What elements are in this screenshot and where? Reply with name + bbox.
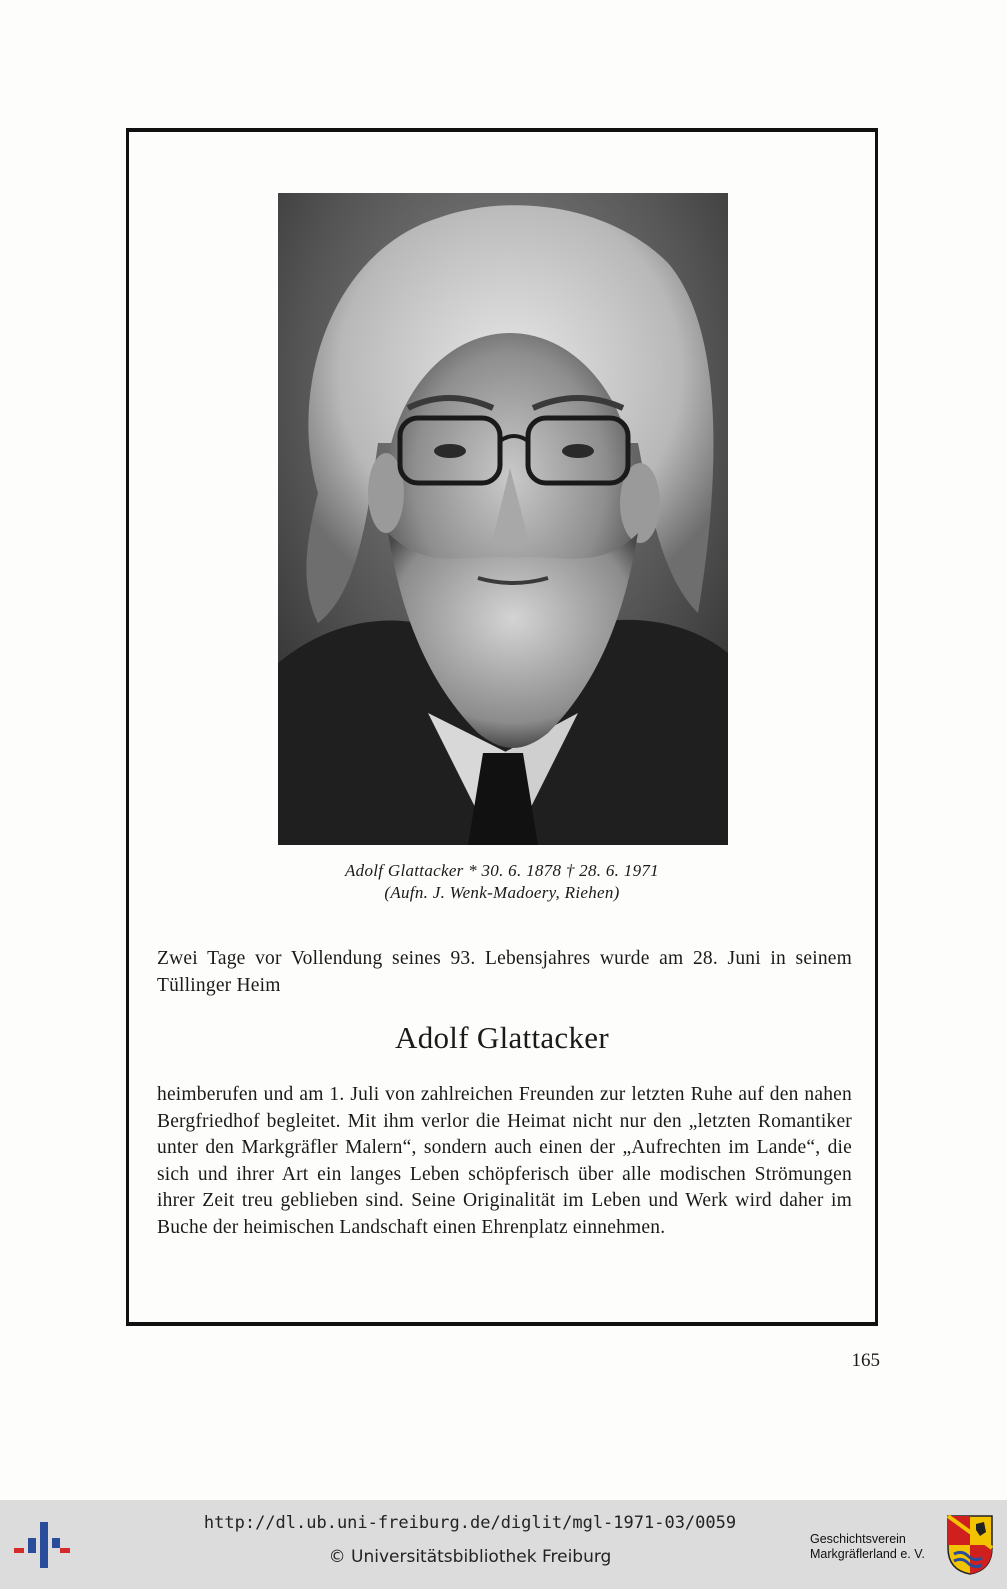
society-name <box>810 1532 940 1562</box>
page-number: 165 <box>851 1350 880 1371</box>
photo-caption <box>126 860 878 904</box>
portrait-image <box>278 193 728 845</box>
intro-paragraph: Zwei Tage vor Vollendung seines 93. Lebensjahres wurde am 28. Juni in seinem Tüllinger Heim <box>157 948 852 996</box>
coat-of-arms-icon <box>946 1514 994 1576</box>
ub-freiburg-logo-icon[interactable] <box>14 1520 70 1570</box>
footer-url-link[interactable]: http://dl.ub.uni-freiburg.de/diglit/mgl-1971-03/0059 <box>203 1513 737 1533</box>
body-paragraph: heimberufen und am 1. Juli von zahlreichen Freunden zur letzten Ruhe auf den nahen Bergfriedhof begleitet. Mit ihm verlor die Heimat nicht nur den „letzten Romantiker unter den Markgräfler Malern“, sondern auch einen der „Aufrechten im Lande“, die sich und ihrer Art ein langes Leben schöpferisch über alle modischen Strömungen ihrer Zeit treu geblieben sind. Seine Originalität im Leben und Werk wird daher im Buche der heimischen Landschaft einen Ehrenplatz einnehmen. <box>157 1084 852 1238</box>
society-name-line-1: Geschichtsverein <box>810 1532 906 1546</box>
footer-bar <box>0 1500 1007 1589</box>
name-heading: Adolf Glattacker <box>395 1020 609 1055</box>
portrait-photo <box>278 193 728 845</box>
caption-line-name-dates: Adolf Glattacker * 30. 6. 1878 † 28. 6. 1971 <box>345 861 659 880</box>
footer-copyright: © Universitätsbibliothek Freiburg <box>328 1547 612 1567</box>
society-name-line-2: Markgräflerland e. V. <box>810 1547 925 1561</box>
caption-line-credit: (Aufn. J. Wenk-Madoery, Riehen) <box>384 883 620 902</box>
